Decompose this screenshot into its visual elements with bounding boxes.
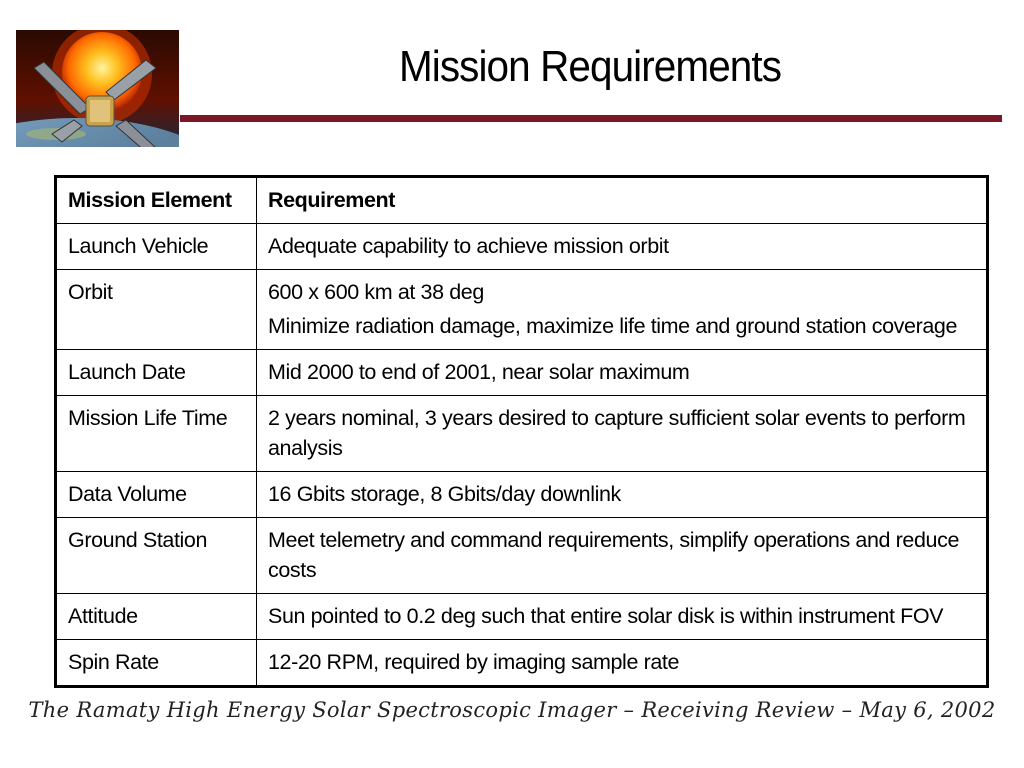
cell-requirement: Sun pointed to 0.2 deg such that entire solar disk is within instrument FOV xyxy=(257,594,988,640)
requirement-line-2: Minimize radiation damage, maximize life time and ground station coverage xyxy=(268,314,958,338)
cell-element: Orbit xyxy=(56,270,257,350)
cell-element: Ground Station xyxy=(56,518,257,594)
table-row xyxy=(56,518,988,594)
table-row xyxy=(56,224,988,270)
cell-element: Mission Life Time xyxy=(56,396,257,472)
cell-element: Spin Rate xyxy=(56,640,257,687)
requirement-line-1: 600 x 600 km at 38 deg xyxy=(268,280,484,304)
column-header-element: Mission Element xyxy=(56,177,257,224)
table-row xyxy=(56,396,988,472)
slide-footer: The Ramaty High Energy Solar Spectroscopic Imager – Receiving Review – May 6, 2002 xyxy=(28,698,996,722)
cell-requirement: 2 years nominal, 3 years desired to capture sufficient solar events to perform analysis xyxy=(257,396,988,472)
cell-requirement: Adequate capability to achieve mission orbit xyxy=(257,224,988,270)
title-divider xyxy=(180,115,1002,122)
table-header-row xyxy=(56,177,988,224)
table-row xyxy=(56,350,988,396)
cell-requirement: 16 Gbits storage, 8 Gbits/day downlink xyxy=(257,472,988,518)
table-row xyxy=(56,270,988,350)
cell-requirement: Mid 2000 to end of 2001, near solar maximum xyxy=(257,350,988,396)
cell-element: Launch Date xyxy=(56,350,257,396)
cell-element: Attitude xyxy=(56,594,257,640)
cell-requirement: 12-20 RPM, required by imaging sample rate xyxy=(257,640,988,687)
slide-title: Mission Requirements xyxy=(398,42,782,91)
column-header-requirement: Requirement xyxy=(257,177,988,224)
cell-element: Data Volume xyxy=(56,472,257,518)
cell-element: Launch Vehicle xyxy=(56,224,257,270)
satellite-sun-earth-image xyxy=(16,30,179,147)
table-row xyxy=(56,640,988,687)
requirements-table xyxy=(54,175,989,688)
table-row xyxy=(56,594,988,640)
cell-requirement xyxy=(257,270,988,350)
table-row xyxy=(56,472,988,518)
cell-requirement: Meet telemetry and command requirements, simplify operations and reduce costs xyxy=(257,518,988,594)
